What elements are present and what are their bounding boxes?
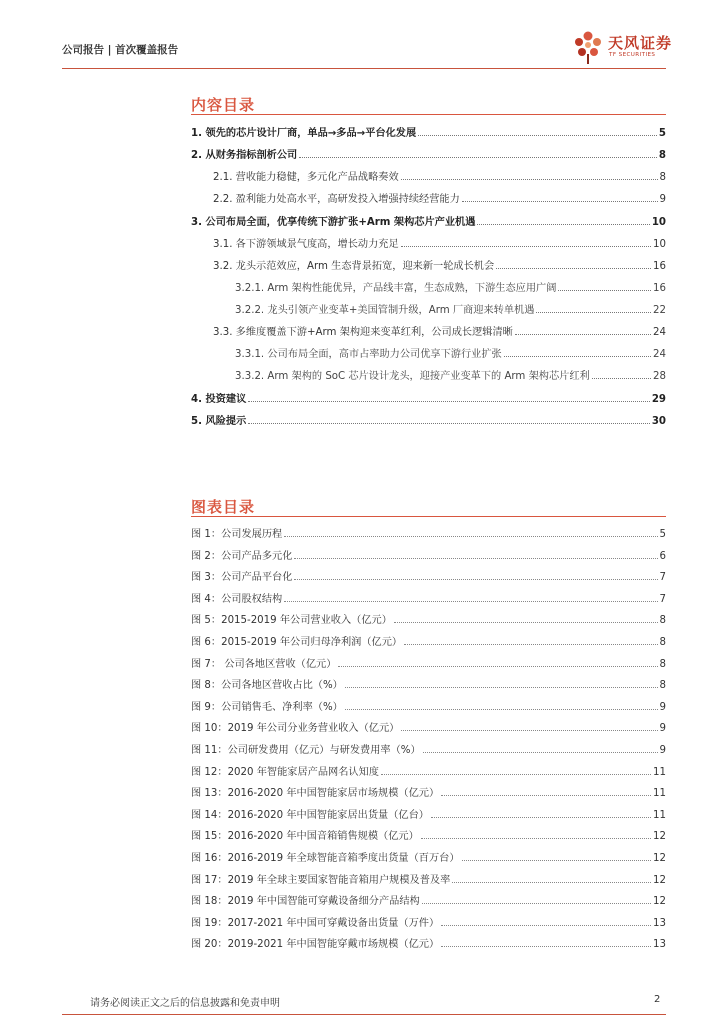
dot-leader xyxy=(515,334,651,335)
toc-entry-label: 2.2. 盈利能力处高水平，高研发投入增强持续经营能力 xyxy=(213,194,460,205)
toc-entry-page: 5 xyxy=(658,128,666,139)
toc-entry[interactable] xyxy=(191,213,666,229)
figure-entry-page: 7 xyxy=(659,593,666,605)
figure-entry[interactable] xyxy=(191,611,666,627)
dot-leader xyxy=(477,224,649,225)
footer-divider xyxy=(62,1014,666,1015)
toc-entry[interactable] xyxy=(191,146,666,162)
figure-entry[interactable] xyxy=(191,827,666,843)
figure-entry-label: 图 20：2019-2021 年中国智能穿戴市场规模（亿元） xyxy=(191,939,440,951)
dot-leader xyxy=(401,730,657,731)
dot-leader xyxy=(504,356,651,357)
figure-entry-label: 图 8：公司各地区营收占比（%） xyxy=(191,680,343,692)
toc-entry[interactable] xyxy=(213,190,666,206)
toc-entry-label: 2.1. 营收能力稳健，多元化产品战略奏效 xyxy=(213,172,399,183)
dot-leader xyxy=(441,946,651,947)
toc-entry[interactable] xyxy=(235,279,666,295)
figure-entry-label: 图 3：公司产品平台化 xyxy=(191,572,293,584)
figure-entry-label: 图 15：2016-2020 年中国音箱销售规模（亿元） xyxy=(191,831,419,843)
toc-entry-label: 3.3.2. Arm 架构的 SoC 芯片设计龙头，迎接产业变革下的 Arm 架构芯片红利 xyxy=(235,371,590,382)
toc-entry[interactable] xyxy=(191,390,666,406)
figure-entry-label: 图 16：2016-2019 年全球智能音箱季度出货量（百万台） xyxy=(191,853,460,864)
figure-entry-page: 12 xyxy=(653,831,666,843)
dot-leader xyxy=(299,157,657,158)
figure-entry-page: 7 xyxy=(659,572,666,584)
figure-entry-label: 图 10：2019 年公司分业务营业收入（亿元） xyxy=(191,723,400,735)
toc-entry[interactable] xyxy=(235,301,666,317)
figure-entry-label: 图 12：2020 年智能家居产品网名认知度 xyxy=(191,766,379,778)
figure-entry-label: 图 4：公司股权结构 xyxy=(191,593,283,605)
toc-entry-label: 3.2.2. 龙头引领产业变革+美国管制升级，Arm 厂商迎来转单机遇 xyxy=(235,305,535,316)
figure-entry-page: 12 xyxy=(653,896,666,908)
dot-leader xyxy=(496,268,651,269)
figure-entry-page: 9 xyxy=(659,701,666,713)
figure-entry-page: 5 xyxy=(659,529,666,540)
dot-leader xyxy=(248,401,650,402)
dot-leader xyxy=(422,903,651,904)
toc-entry-label: 2. 从财务指标剖析公司 xyxy=(191,150,298,161)
toc-entry-label: 1. 领先的芯片设计厂商，单品→多品→平台化发展 xyxy=(191,128,417,139)
toc-entry-page: 24 xyxy=(653,349,666,360)
dot-leader xyxy=(394,622,658,623)
figure-entry-page: 12 xyxy=(653,853,666,864)
dot-leader xyxy=(558,290,651,291)
figure-entry[interactable] xyxy=(191,568,666,584)
figure-entry[interactable] xyxy=(191,871,666,887)
toc-entry-page: 29 xyxy=(651,394,666,405)
figure-entry-page: 12 xyxy=(653,874,666,886)
flower-logo-icon xyxy=(568,28,608,66)
dot-leader xyxy=(284,536,657,537)
figure-entry-page: 8 xyxy=(659,615,666,627)
header-divider xyxy=(62,68,666,69)
figure-entry-label: 图 19：2017-2021 年中国可穿戴设备出货量（万件） xyxy=(191,917,440,929)
toc-entry-page: 28 xyxy=(653,371,666,382)
figure-entry-label: 图 17：2019 年全球主要国家智能音箱用户规模及普及率 xyxy=(191,874,451,886)
toc-entry[interactable] xyxy=(213,257,666,273)
figures-title-rule xyxy=(191,516,666,517)
toc-entry[interactable] xyxy=(213,323,666,339)
dot-leader xyxy=(441,925,651,926)
toc-entry-label: 3.3.1. 公司布局全面，高市占率助力公司优享下游行业扩张 xyxy=(235,349,502,360)
toc-entry-label: 3.2. 龙头示范效应，Arm 生态背景拓宽，迎来新一轮成长机会 xyxy=(213,261,495,272)
figure-entry-label: 图 14：2016-2020 年中国智能家居出货量（亿台） xyxy=(191,809,429,821)
toc-entry-page: 24 xyxy=(653,327,666,338)
figure-entry[interactable] xyxy=(191,525,666,541)
figure-entry[interactable] xyxy=(191,590,666,606)
dot-leader xyxy=(441,795,651,796)
figure-entry-label: 图 1：公司发展历程 xyxy=(191,529,283,540)
dot-leader xyxy=(462,860,652,861)
dot-leader xyxy=(345,709,658,710)
dot-leader xyxy=(592,378,651,379)
dot-leader xyxy=(338,666,657,667)
dot-leader xyxy=(462,201,658,202)
dot-leader xyxy=(431,817,651,818)
figure-entry[interactable] xyxy=(191,741,666,757)
dot-leader xyxy=(401,179,658,180)
figure-entry-page: 11 xyxy=(653,809,666,821)
figure-entry-page: 9 xyxy=(659,723,666,735)
dot-leader xyxy=(401,246,651,247)
figure-entry-label: 图 7： 公司各地区营收（亿元） xyxy=(191,658,337,670)
figure-entry-page: 13 xyxy=(653,939,666,951)
company-logo xyxy=(568,28,678,66)
figure-entry[interactable] xyxy=(191,633,666,649)
figure-entry[interactable] xyxy=(191,849,666,865)
figure-entry-label: 图 9：公司销售毛、净利率（%） xyxy=(191,701,343,713)
figure-entry-label: 图 11：公司研发费用（亿元）与研发费用率（%） xyxy=(191,745,421,756)
dot-leader xyxy=(294,579,657,580)
dot-leader xyxy=(294,558,657,559)
figure-entry[interactable] xyxy=(191,763,666,779)
toc-entry-page: 30 xyxy=(651,416,666,427)
figure-entry-label: 图 18：2019 年中国智能可穿戴设备细分产品结构 xyxy=(191,896,420,908)
dot-leader xyxy=(423,752,658,753)
figure-entry-page: 11 xyxy=(653,788,666,800)
toc-entry-page: 10 xyxy=(653,239,666,250)
figure-entry[interactable] xyxy=(191,698,666,714)
figure-entry-label: 图 2：公司产品多元化 xyxy=(191,550,293,562)
figure-entry-page: 8 xyxy=(659,637,666,648)
figures-title: 图表目录 xyxy=(191,498,256,516)
toc-title-rule xyxy=(191,114,666,115)
figure-entry-page: 11 xyxy=(653,766,666,778)
toc-entry[interactable] xyxy=(213,235,666,251)
toc-entry-label: 3.2.1. Arm 架构性能优异，产品线丰富，生态成熟，下游生态应用广阔 xyxy=(235,283,557,294)
figure-entry[interactable] xyxy=(191,935,666,951)
toc-entry-label: 3. 公司布局全面，优享传统下游扩张+Arm 架构芯片产业机遇 xyxy=(191,217,476,228)
dot-leader xyxy=(381,774,651,775)
toc-entry-label: 5. 风险提示 xyxy=(191,416,247,427)
toc-entry[interactable] xyxy=(213,168,666,184)
toc-entry-page: 16 xyxy=(653,283,666,294)
toc-entry-page: 9 xyxy=(659,194,666,205)
toc-title: 内容目录 xyxy=(191,96,256,114)
figure-entry-page: 8 xyxy=(659,658,666,670)
figure-entry[interactable] xyxy=(191,806,666,822)
figure-entry[interactable] xyxy=(191,547,666,563)
logo-text: 天风证券 xyxy=(608,34,673,52)
figure-entry-label: 图 13：2016-2020 年中国智能家居市场规模（亿元） xyxy=(191,788,440,800)
figure-entry-page: 9 xyxy=(659,745,666,756)
figure-entry-page: 8 xyxy=(659,680,666,692)
toc-entry-label: 3.3. 多维度覆盖下游+Arm 架构迎来变革红利，公司成长逻辑清晰 xyxy=(213,327,513,338)
figure-entry[interactable] xyxy=(191,676,666,692)
figure-entry[interactable] xyxy=(191,719,666,735)
logo-subtext: TF SECURITIES xyxy=(609,52,656,58)
toc-entry-page: 10 xyxy=(651,217,666,228)
figure-entry[interactable] xyxy=(191,655,666,671)
toc-entry-page: 16 xyxy=(653,261,666,272)
toc-entry-label: 4. 投资建议 xyxy=(191,394,247,405)
toc-entry[interactable] xyxy=(235,367,666,383)
dot-leader xyxy=(248,423,650,424)
figure-entry-page: 6 xyxy=(659,550,666,562)
figure-entry-label: 图 5：2015-2019 年公司营业收入（亿元） xyxy=(191,615,392,627)
toc-entry-page: 8 xyxy=(659,172,666,183)
toc-entry-page: 8 xyxy=(658,150,666,161)
figure-entry-page: 13 xyxy=(653,917,666,929)
dot-leader xyxy=(345,687,658,688)
toc-entry-page: 22 xyxy=(653,305,666,316)
figure-entry-label: 图 6：2015-2019 年公司归母净利润（亿元） xyxy=(191,637,403,648)
dot-leader xyxy=(418,135,657,136)
toc-entry[interactable] xyxy=(191,412,666,428)
dot-leader xyxy=(452,882,651,883)
dot-leader xyxy=(284,601,657,602)
dot-leader xyxy=(421,838,651,839)
figure-entry[interactable] xyxy=(191,892,666,908)
disclaimer-note: 请务必阅读正文之后的信息披露和免责申明 xyxy=(90,998,280,1009)
toc-entry[interactable] xyxy=(191,124,666,140)
figure-entry[interactable] xyxy=(191,914,666,930)
toc-entry[interactable] xyxy=(235,345,666,361)
dot-leader xyxy=(404,644,657,645)
page-number: 2 xyxy=(654,994,661,1005)
dot-leader xyxy=(536,312,651,313)
report-type-label: 公司报告 | 首次覆盖报告 xyxy=(62,44,179,56)
toc-entry-label: 3.1. 各下游领域景气度高，增长动力充足 xyxy=(213,239,399,250)
figure-entry[interactable] xyxy=(191,784,666,800)
